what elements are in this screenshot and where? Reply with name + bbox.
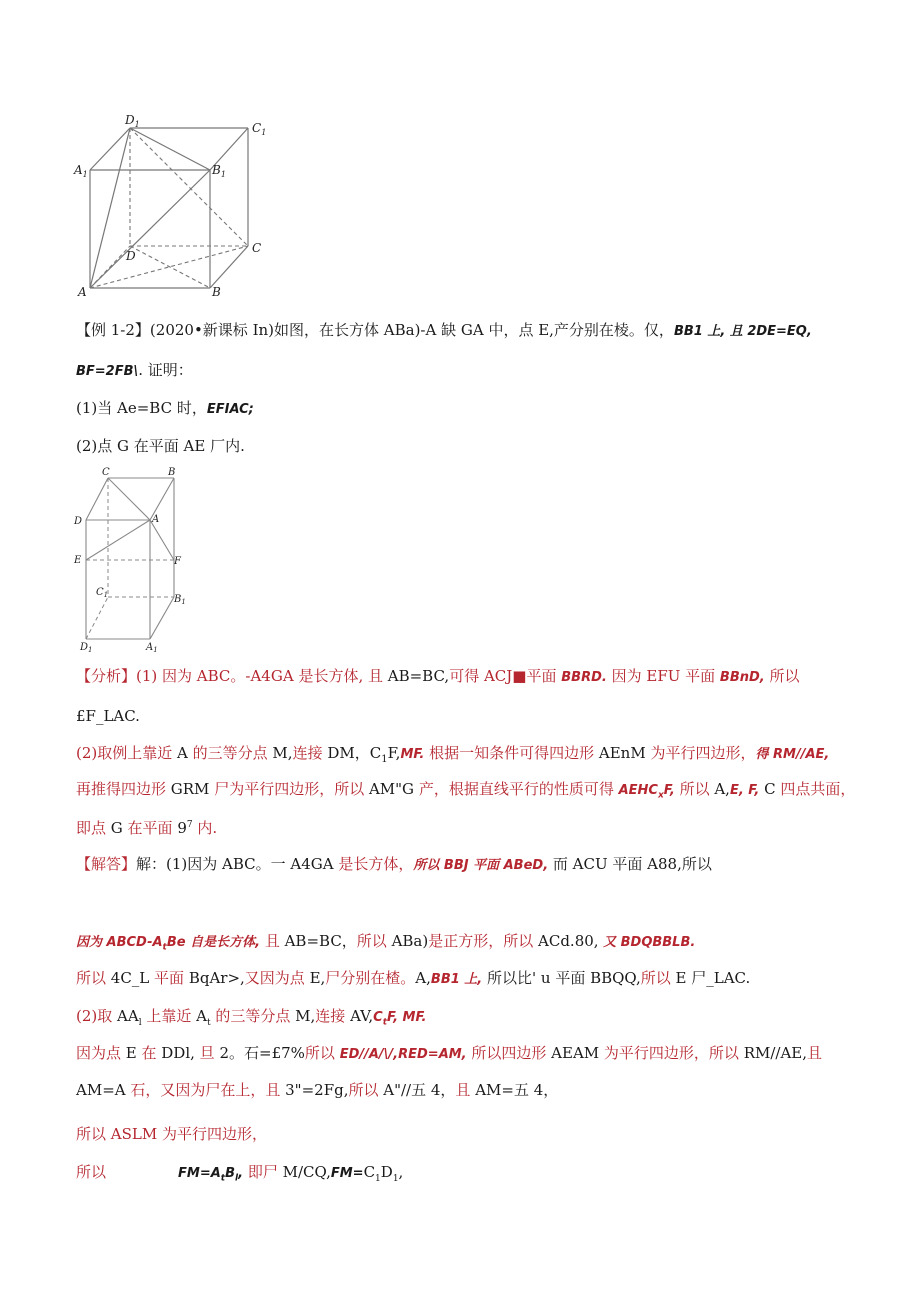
solution-line-1: 【解答】解：(1)因为 ABC。一 A4GA 是长方体，所以 BBJ 平面 ABeD, 而 ACU 平面 A88,所以 — [76, 855, 712, 873]
label-A: A — [152, 514, 160, 525]
label-C: C — [102, 467, 110, 478]
label-A1: $A_1$ — [74, 163, 88, 179]
label-D: D — [126, 249, 136, 263]
analysis-line-4: 再推得四边形 GRM 尸为平行四边形，所以 AM"G 产，根据直线平行的性质可得 $AEHC_xF$, 所以 A,E, F, C 四点共面， — [76, 780, 856, 801]
problem-line-2: BF=2FB\. 证明： — [76, 361, 193, 379]
problem-line-1: 【例 1-2】(2020•新课标 In)如图，在长方体 ABa)-A 缺 GA 中，点 E,产分别在棱。仅，BB1 上, 且 2DE=EQ, — [76, 321, 812, 339]
label-C1: $C_1$ — [252, 121, 267, 137]
label-A1: $A_1$ — [146, 642, 158, 654]
label-B: B — [168, 467, 176, 478]
solution-line-2: 因为 ABCD-$A_tBe$ 自是长方体, 且 AB=BC，所以 ABa)是正方形，所以 ACd.80, 又 BDQBBLB. — [76, 932, 696, 953]
label-E: E — [74, 555, 82, 566]
analysis-line-1: 【分析】(1) 因为 ABC。-A4GA 是长方体, 且 AB=BC,可得 ACJ■平面 BBRD. 因为 EFU 平面 BBnD, 所以 — [76, 667, 800, 685]
analysis-line-3: (2)取例上靠近 A 的三等分点 M,连接 DM，$C_1F,MF$. 根据一知条件可得四边形 AEnM 为平行四边形，得 RM//AE, — [76, 744, 830, 765]
label-D1: $D_1$ — [80, 642, 93, 654]
solution-line-6: AM=A 石，又因为尸在上，且 3"=2Fg,所以 A"//五 4，且 AM=五 4， — [76, 1081, 559, 1099]
analysis-line-5: 即点 G 在平面 $9^7$ 内. — [76, 819, 218, 837]
figure-cuboid — [70, 464, 195, 654]
problem-line-4: (2)点 G 在平面 AE 厂内. — [76, 437, 245, 455]
label-B1: $B_1$ — [212, 163, 226, 179]
label-B1: $B_1$ — [174, 594, 186, 606]
analysis-line-2: £F_LAC. — [76, 707, 140, 725]
solution-line-7: 所以 ASLM 为平行四边形， — [76, 1125, 267, 1143]
label-D: D — [74, 516, 83, 527]
label-C: C — [252, 241, 262, 255]
label-F: F — [174, 556, 181, 567]
label-C1: $C_1$ — [96, 587, 109, 599]
solution-line-3: 所以 4C_L 平面 BqAr>,又因为点 E,尸分别在楂。A,BB1 上, 所以比' u 平面 BBQQ,所以 E 尸_LAC. — [76, 969, 751, 987]
label-D1: $D_1$ — [125, 113, 140, 129]
label-A: A — [78, 285, 87, 298]
problem-line-3: (1)当 Ae=BC 时，EFIAC; — [76, 399, 254, 417]
label-B: B — [212, 285, 221, 298]
solution-line-5: 因为点 E 在 DDl, 旦 2。石=£7%所以 ED//A/\/,RED=AM, 所以四边形 AEAM 为平行四边形，所以 RM//AE,且 — [76, 1044, 823, 1062]
figure-cube — [70, 108, 270, 298]
solution-line-4: (2)取 $AA_l$ 上靠近 $A_t$ 的三等分点 M,连接 $AV,C_tF$, MF. — [76, 1007, 427, 1028]
solution-line-8: 所以 $FM=A_tB_l$, 即尸 $M/CQ,FM=C_1D_1$, — [76, 1163, 404, 1184]
